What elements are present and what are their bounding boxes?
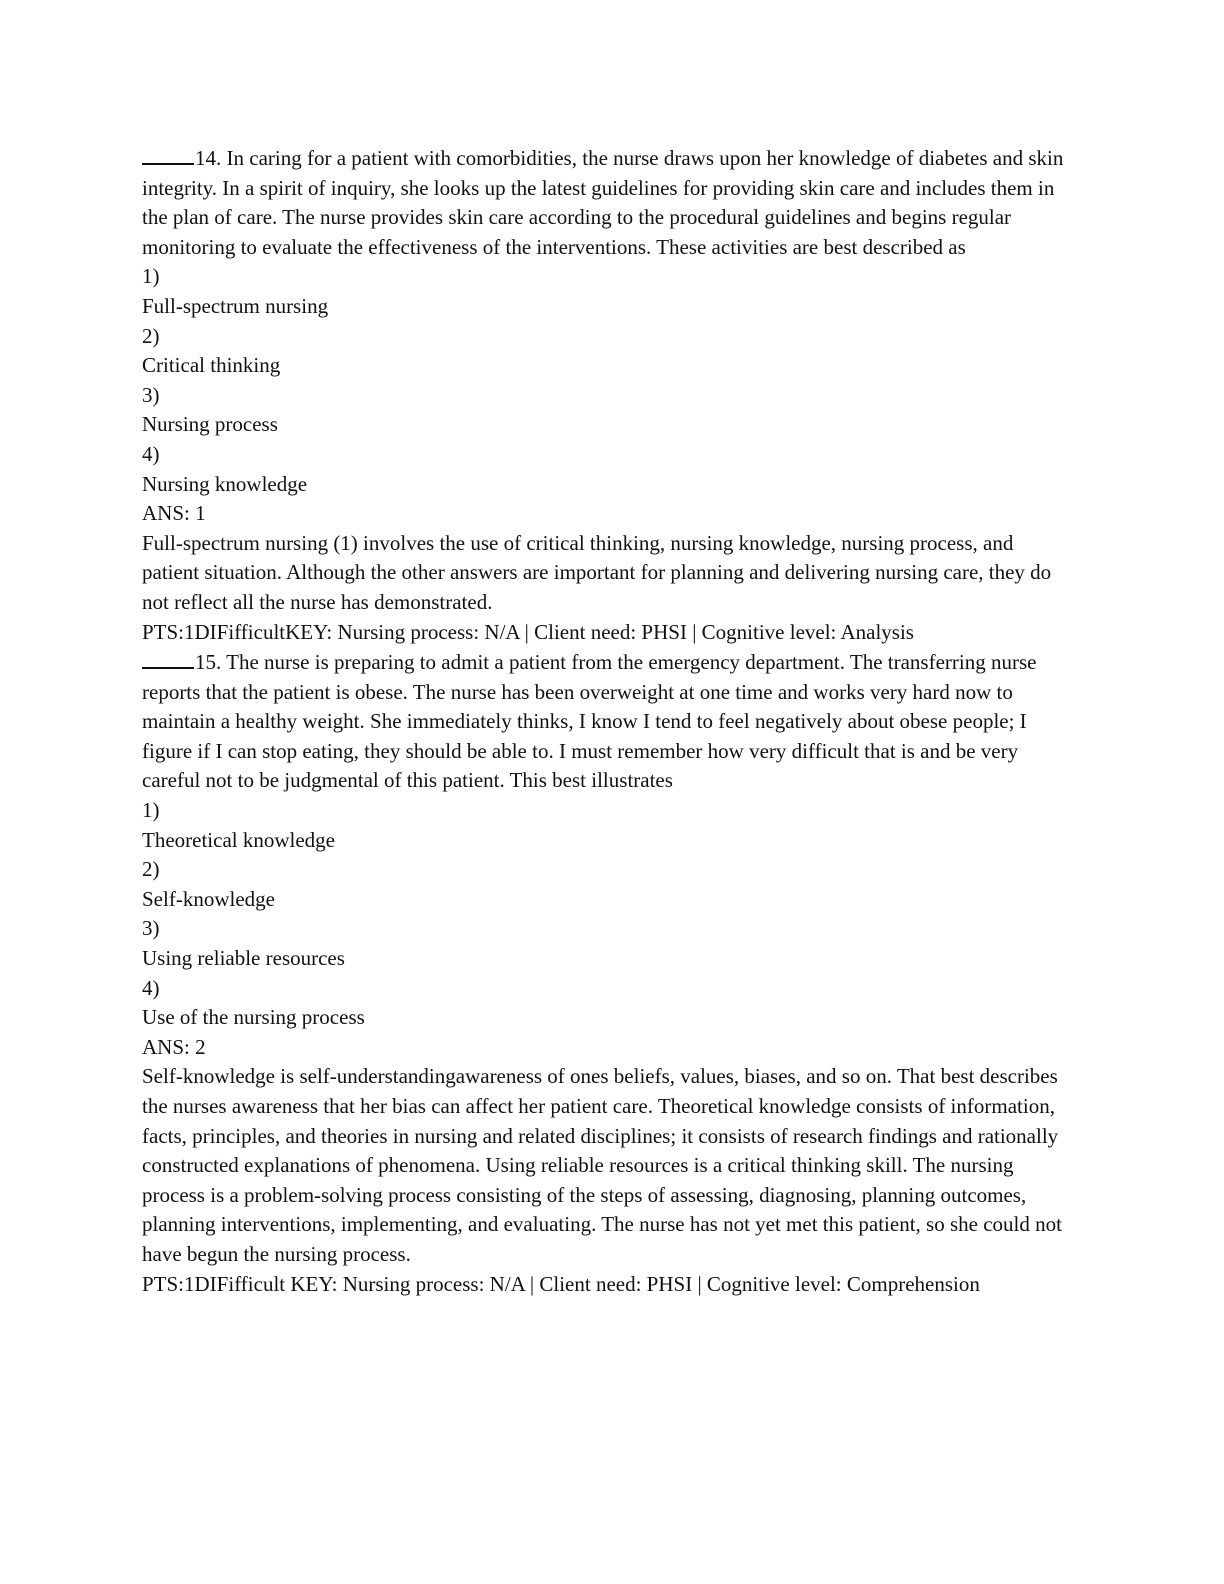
question-14 [142, 143, 1067, 647]
question-meta: PTS:1DIFifficult KEY: Nursing process: N/A | Client need: PHSI | Cognitive level: Comprehension [142, 1271, 980, 1296]
option-text: Full-spectrum nursing [142, 293, 329, 318]
option-text: Using reliable resources [142, 946, 345, 971]
option-number: 2) [142, 323, 160, 348]
option-text: Use of the nursing process [142, 1005, 365, 1030]
option-number: 2) [142, 857, 160, 882]
option-number: 4) [142, 441, 160, 466]
answer-blank [142, 143, 194, 165]
option-number: 3) [142, 916, 160, 941]
question-stem [142, 647, 1067, 796]
rationale: Self-knowledge is self-understandingawareness of ones beliefs, values, biases, and so on. That best describes the nurses awareness that her bias can affect her patient care. Theoretical knowledge consists of information, facts, principles, and theories in nursing and related disciplines; it consists of research findings and rationally constructed explanations of phenomena. Using reliable resources is a critical thinking skill. The nursing process is a problem-solving process consisting of the steps of assessing, diagnosing, planning outcomes, planning interventions, implementing, and evaluating. The nurse has not yet met this patient, so she could not have begun the nursing process. [142, 1064, 1062, 1266]
option-text: Theoretical knowledge [142, 827, 335, 852]
question-meta: PTS:1DIFifficultKEY: Nursing process: N/A | Client need: PHSI | Cognitive level: Analysis [142, 619, 914, 644]
option-text: Nursing knowledge [142, 471, 308, 496]
option-text: Critical thinking [142, 353, 281, 378]
option-number: 1) [142, 264, 160, 289]
rationale: Full-spectrum nursing (1) involves the use of critical thinking, nursing knowledge, nursing process, and patient situation. Although the other answers are important for planning and delivering nursing care, they do not reflect all the nurse has demonstrated. [142, 530, 1052, 614]
option-number: 4) [142, 975, 160, 1000]
option-text: Nursing process [142, 412, 278, 437]
document-page [142, 143, 1067, 1299]
question-stem [142, 143, 1067, 262]
question-stem-text: 15. The nurse is preparing to admit a patient from the emergency department. The transferring nurse reports that the patient is obese. The nurse has been overweight at one time and works very hard now to maintain a healthy weight. She immediately thinks, I know I tend to feel negatively about obese people; I figure if I can stop eating, they should be able to. I must remember how very difficult that is and be very careful not to be judgmental of this patient. This best illustrates [142, 650, 1037, 793]
answer-key: ANS: 2 [142, 1034, 206, 1059]
option-text: Self-knowledge [142, 886, 275, 911]
option-number: 3) [142, 382, 160, 407]
option-number: 1) [142, 798, 160, 823]
question-15 [142, 647, 1067, 1299]
answer-blank [142, 647, 194, 669]
question-stem-text: 14. In caring for a patient with comorbidities, the nurse draws upon her knowledge of diabetes and skin integrity. In a spirit of inquiry, she looks up the latest guidelines for providing skin care and includes them in the plan of care. The nurse provides skin care according to the procedural guidelines and begins regular monitoring to evaluate the effectiveness of the interventions. These activities are best described as [142, 146, 1064, 259]
answer-key: ANS: 1 [142, 501, 206, 526]
